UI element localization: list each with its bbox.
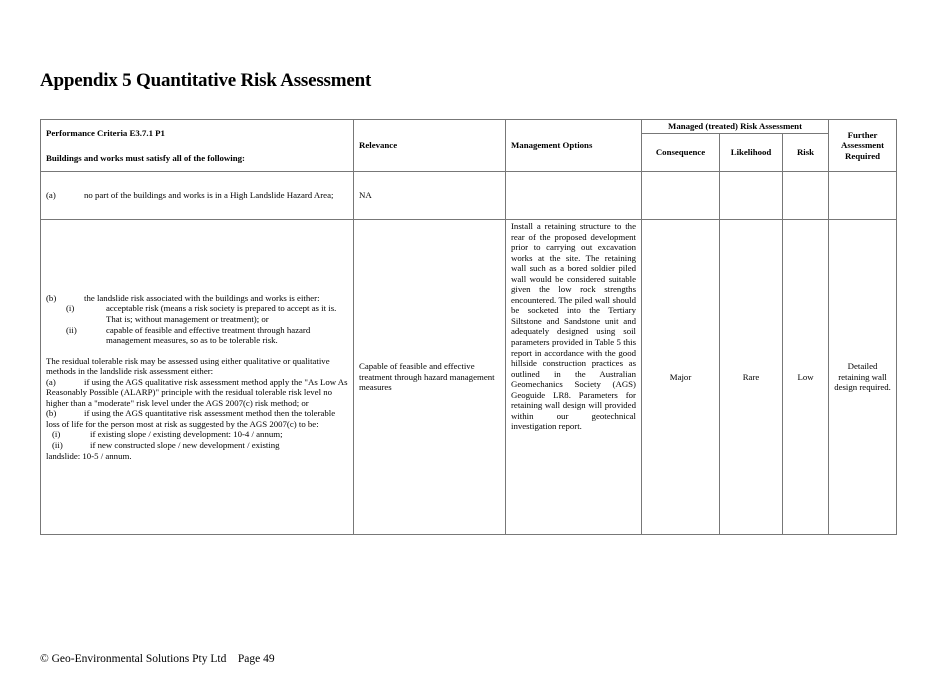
item-text: capable of feasible and effective treatment through hazard management measures, so as to be tolerable risk. <box>106 324 311 346</box>
item-text: if using the AGS qualitative risk assessment method apply the "As Low As Reasonably Possible (ALARP)" principle with the residual tolerable risk level no higher than a "moderate" risk level under the AGS 2007(c) risk method; or <box>46 376 348 408</box>
relevance-cell: Capable of feasible and effective treatment through hazard management measures <box>354 220 506 535</box>
criteria-cell <box>41 220 354 535</box>
risk-header: Risk <box>783 134 829 172</box>
item-text: if new constructed slope / new development / existing <box>90 440 280 450</box>
consequence-cell: Major <box>642 220 720 535</box>
item-text: acceptable risk (means a risk society is prepared to accept as it is. That is; without management or treatment); or <box>106 303 337 324</box>
management-cell <box>506 172 642 220</box>
performance-criteria-title: Performance Criteria E3.7.1 P1 <box>46 128 165 138</box>
item-text: the landslide risk associated with the buildings and works is either: <box>84 292 320 303</box>
managed-risk-group-header: Managed (treated) Risk Assessment <box>642 120 829 134</box>
item-label: (b) <box>46 292 57 303</box>
risk-cell: Low <box>783 220 829 535</box>
item-label: (a) <box>46 376 56 387</box>
item-label: (a) <box>46 190 56 201</box>
item-text: no part of the buildings and works is in a High Landslide Hazard Area; <box>84 190 334 201</box>
management-cell: Install a retaining structure to the rear of the proposed development prior to carrying out excavation works at the site. The retaining wall such as a bored soldier piled wall would be considered suitable given the low rock strengths encountered. The piled wall should be socketed into the Tertiary Siltstone and Sandstone unit and adequately designed using soil parameters provided in Table 5 this report in accordance with the good hillside construction practices as outlined in the Australian Geomechanics Society (AGS) Geoguide LR8. Parameters for retaining wall design will provided within our geotechnical investigation report. <box>506 220 642 535</box>
further-cell: Detailed retaining wall design required. <box>829 220 897 535</box>
likelihood-cell <box>720 172 783 220</box>
performance-criteria-header <box>41 120 354 172</box>
residual-risk-intro: The residual tolerable risk may be assessed using either qualitative or qualitative methods in the landslide risk assessment either: <box>46 355 330 377</box>
risk-assessment-table <box>40 119 897 535</box>
consequence-cell <box>642 172 720 220</box>
item-label: (ii) <box>66 324 77 335</box>
page-title: Appendix 5 Quantitative Risk Assessment <box>40 70 372 91</box>
table-row <box>41 172 897 220</box>
consequence-header: Consequence <box>642 134 720 172</box>
header-row-top <box>41 120 897 134</box>
item-label: (i) <box>66 303 75 314</box>
performance-criteria-subtitle: Buildings and works must satisfy all of the following: <box>46 152 245 163</box>
likelihood-cell: Rare <box>720 220 783 535</box>
criteria-cell <box>41 172 354 220</box>
item-label: (i) <box>52 429 61 440</box>
likelihood-header: Likelihood <box>720 134 783 172</box>
further-assessment-header: Further Assessment Required <box>829 120 897 172</box>
item-text: if existing slope / existing development: 10-4 / annum; <box>90 429 283 440</box>
table-row <box>41 220 897 535</box>
item-text: if using the AGS quantitative risk assessment method then the tolerable loss of life for the person most at risk as suggested by the AGS 2007(c) to be: <box>46 408 336 429</box>
item-label: (ii) <box>52 440 63 450</box>
further-cell <box>829 172 897 220</box>
risk-cell <box>783 172 829 220</box>
relevance-header: Relevance <box>354 120 506 172</box>
item-label: (b) <box>46 408 57 419</box>
management-options-header: Management Options <box>506 120 642 172</box>
relevance-cell: NA <box>354 172 506 220</box>
page-footer: © Geo-Environmental Solutions Pty Ltd Page 49 <box>40 653 275 665</box>
item-text-tail: landslide: 10-5 / annum. <box>46 450 132 461</box>
